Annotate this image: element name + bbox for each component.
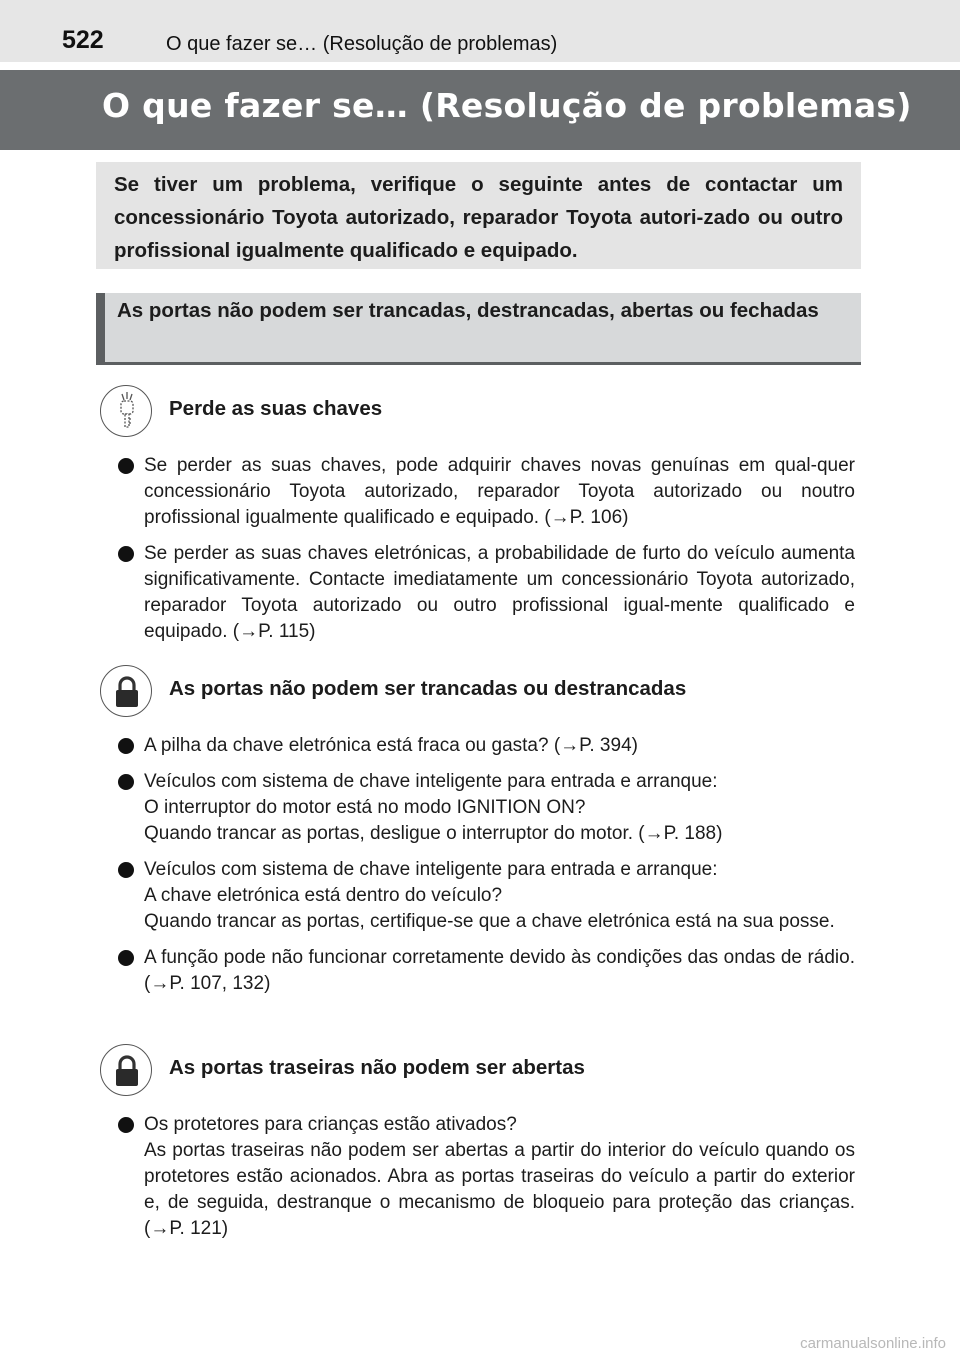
padlock-icon [100, 1044, 152, 1096]
page-number: 522 [62, 26, 104, 54]
bullet-text: A função pode não funcionar corretamente devido às condições das ondas de rádio. (→P. 107, 132) [144, 947, 855, 994]
bullet-list [118, 453, 855, 655]
bullet-icon [118, 1117, 134, 1133]
list-item [118, 1112, 855, 1242]
bullet-text: Veículos com sistema de chave inteligente para entrada e arranque: [144, 771, 718, 792]
bullet-list [118, 1112, 855, 1252]
subsection-heading: As portas traseiras não podem ser abertas [169, 1056, 585, 1079]
header-bar [0, 0, 960, 62]
list-item [118, 857, 855, 935]
list-item [118, 733, 855, 759]
watermark: carmanualsonline.info [800, 1335, 946, 1352]
bullet-text: Quando trancar as portas, desligue o interruptor do motor. (→P. 188) [144, 823, 723, 844]
list-item [118, 769, 855, 847]
section-title: As portas não podem ser trancadas, destrancadas, abertas ou fechadas [96, 293, 861, 365]
bullet-text: As portas traseiras não podem ser abertas a partir do interior do veículo quando os protetores estão acionados. Abra as portas traseiras do veículo a partir do exterior e, de seguida, destranque o mecanismo de bloqueio para proteção das crianças. (→P. 121) [144, 1140, 855, 1239]
bullet-text: Veículos com sistema de chave inteligente para entrada e arranque: [144, 859, 718, 880]
bullet-text: Os protetores para crianças estão ativados? [144, 1114, 517, 1135]
bullet-text: O interruptor do motor está no modo IGNITION ON? [144, 797, 586, 818]
page-title: O que fazer se… (Resolução de problemas) [102, 86, 912, 125]
padlock-icon [100, 665, 152, 717]
bullet-icon [118, 546, 134, 562]
list-item [118, 945, 855, 997]
key-icon [100, 385, 152, 437]
bullet-text: Se perder as suas chaves eletrónicas, a probabilidade de furto do veículo aumenta significativamente. Contacte imediatamente um concessionário Toyota autorizado, reparador Toyota autorizado ou outro profissional igual-mente qualificado e equipado. (→P. 115) [144, 543, 855, 642]
running-title: O que fazer se… (Resolução de problemas) [166, 33, 558, 55]
subsection-heading: As portas não podem ser trancadas ou destrancadas [169, 677, 687, 700]
bullet-text: A chave eletrónica está dentro do veículo? [144, 885, 503, 906]
bullet-icon [118, 862, 134, 878]
bullet-list [118, 733, 855, 1007]
bullet-text: A pilha da chave eletrónica está fraca ou gasta? (→P. 394) [144, 735, 638, 756]
bullet-icon [118, 458, 134, 474]
subsection-heading: Perde as suas chaves [169, 397, 383, 420]
intro-box: Se tiver um problema, verifique o seguinte antes de contactar um concessionário Toyota autorizado, reparador Toyota autori-zado ou outro profissional igualmente qualificado e equipado. [96, 162, 861, 269]
bullet-icon [118, 950, 134, 966]
bullet-icon [118, 738, 134, 754]
title-band [0, 70, 960, 150]
list-item [118, 541, 855, 645]
bullet-text: Se perder as suas chaves, pode adquirir chaves novas genuínas em qual-quer concessionário Toyota autorizado, reparador Toyota autorizado ou noutro profissional igualmente qualificado e equipado. (→P. 106) [144, 455, 855, 528]
bullet-icon [118, 774, 134, 790]
bullet-text: Quando trancar as portas, certifique-se que a chave eletrónica está na sua posse. [144, 911, 835, 932]
list-item [118, 453, 855, 531]
